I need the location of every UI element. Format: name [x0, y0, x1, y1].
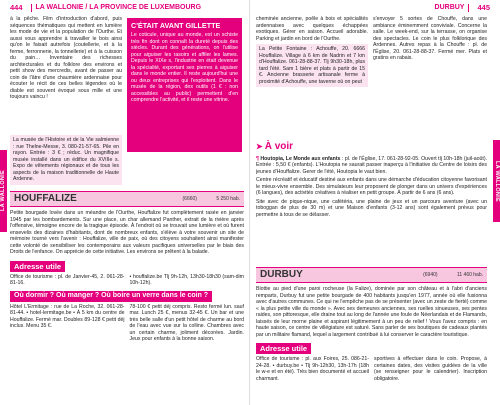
houffalize-banner: [10, 191, 244, 207]
intro-paragraph: à la pêche. Film d'introduction d'abord, puis séquences thématiques qui mettent en lumière les mode de vie et la population de l'Ourthe. Et aussi vous apprendre à travailler le bois ainsi qu'on le faisait autrefois (coutellerie, et à la ferme, ferronnerie, la tonnellerie) et à la cuisson du pain… Inventaire des richesses architecturales et du folklore des environs et petit show des mercredis, avant de passer au coin de l'âtre d'une chaumière ardennaise pour écouter le récit de ces belles légendes où le diable est souvent évoqué sous mille et une toujours vaincu !: [10, 16, 122, 100]
houffalize-title: HOUFFALIZE: [14, 192, 77, 204]
a-voir-heading: [256, 141, 487, 154]
dormir-manger-heading: Où dormir ? Où manger ? Où boire un verre dans le coin ?: [10, 291, 212, 302]
durbuy-adresse-heading: Adresse utile: [256, 343, 311, 354]
durbuy-section: [256, 264, 487, 404]
a-voir-section: [256, 138, 487, 263]
houtopia-text-2: Centre récréatif et éducatif destiné aux enfants dans une démarche d'éducation citoyenne favorisant le mieux-vivre ensemble. Des simulateurs leur proposent de plonger dans un univers d'expériences (6 langues), des activités créatives à réaliser en petit groupe. À partir de 6 ans (6 ans).: [256, 177, 487, 196]
a-voir-title: À voir: [264, 141, 294, 152]
durbuy-text: Blottie au pied d'une paroi rocheuse (la Falize), dominée par son château et à l'abri d'anciens remparts, Durbuy fut une petite bourgade de 400 habitants jusqu'en 1977, année où elle fusionna avec d'autres communes. Ce qui ne l'empêche pas de se présenter (avec un zeste de fierté) comme « la plus petite ville du monde ». Avec ses demeures anciennes, ses ruelles sinueuses, ses pentes raides, son pittoresque, elle draine tout au long de l'année une foule de Néerlandais et de Flamands, laissés de leur morne plaine et aspirant légitimement à un peu de relief ! Vous l'avez compris : en haute saison, ce centre de villégiature est saturé. Sans parler de ses boutiques de cadeaux plantés par un militaire flamand, lequel a largement contribué à lui conserver le caractère touristique.: [256, 286, 487, 338]
office-tourisme-hours: • houffalize.be Tlj 9h-12h, 13h30-18h30 (sam-dim 10h-12h).: [129, 273, 244, 287]
left-intro-column: [10, 16, 122, 134]
la-petite-fontaine-entry: La Petite Fontaine : Achouffe, 20. 6666 Houffalize. Village à 6 km de Nadrin et 7 km d'Houffalize. 061-28-88-37. Tlj 9h30-18h, plus tard l'été. Sam 1 bière et plats à partir de 15 €. Ancienne brasserie artisanale ferme à proximité d'Achouffe, une taverne où on peut: [256, 44, 368, 87]
info-box-title: C'ÉTAIT AVANT GILLETTE: [131, 21, 221, 30]
office-tourisme-text: Office de tourisme : pl. de Janvier-45, 2. 061-28-81-16.: [10, 273, 125, 287]
durbuy-office-text: Office de tourisme : pl. aux Foires, 25. 086-21-24-28. • durbuy.be • Tlj 9h-12h30, 13h-17h (18h le w-e et en été). Très bien documenté et accueil charmant.: [256, 356, 369, 382]
left-running-title: LA WALLONIE / LA PROVINCE DE LUXEMBOURG: [35, 3, 202, 11]
museum-entry: [10, 135, 122, 185]
info-box-text: Le coticule, unique au monde, est un schiste très fin dont on connaît la dureté depuis des siècles. Durant des générations, on l'utilise pour aiguiser les rasoirs et affiler les lames. Depuis le XIXe s, l'industrie en était devenue la spécialité, exportant ses pierres à aiguiser dans le monde entier. Il reste aujourd'hui une ou deux entreprises qui l'exploitent. Dans le musée de la région, des outils (1 € : non accessibles au public) permettent d'en comprendre l'activité, et il reste une vitrine.: [131, 32, 238, 103]
gutter: [249, 0, 250, 405]
adresse-utile-heading: Adresse utile: [10, 261, 65, 272]
right-page-header: [256, 2, 494, 14]
houffalize-meta: [165, 196, 240, 202]
right-col-a: [256, 16, 368, 138]
left-page-number: 444: [10, 3, 23, 13]
houffalize-population: 5 250 hab.: [216, 195, 240, 202]
restaurant-text: cheminée ancienne, poêle à bois et spécialités ardennaises avec quelques échappées exotiques. Gérer en saison. Accueil adorable. Parking et jardin en bord de l'Ourthe.: [256, 16, 368, 42]
durbuy-title: DURBUY: [260, 268, 303, 280]
houtopia-text-3: Site avec de pique-nique, une cafétéria, une plaine de jeux et un parcours aventure (avec un toboggan de plus de 30 m) et une Maison d'enfants (3-12 ans) sont également prévus pour permettre à tous de se délasser.: [256, 198, 487, 218]
right-col-b: [373, 16, 487, 138]
header-separator: [468, 4, 469, 12]
houffalize-text: Petite bourgade lovée dans un méandre de l'Ourthe, Houffalize fut complètement rasée en janvier 1945 par les bombardements. Sur une place, un char allemand Panther, extrait de la rivière après l'offensive, témoigne encore de la tragique épisode. À l'endroit où se trouvait une lumière et où furent ensevelis des dizaines d'habitants, dont de nombreux enfants, s'élève à votre souvenir un site de mémoire tourné vers l'avenir : Houffalize, ville de paix, où des citoyens souhaitent ainsi manifester cette volonté de sensibiliser les contemporains aux valeurs pacifiques universelles par le biais des Droits de l'enfance. On apprécie de cette initiative. Les environs se prêtent à la balade.: [10, 210, 244, 255]
left-side-tab: LA WALLONIE: [0, 150, 7, 232]
durbuy-banner: [256, 267, 487, 283]
houtopia-label: Houtopia, Le Monde aux enfants: [260, 155, 341, 162]
hotel-ermitage-text: Hôtel L'Ermitage : rue de La Roche, 32. 061-28-81-44. • hotel-lermitage.be • À 5 km du centre de Houffalize. Fermé mar. Doubles 89-128 € petit déj inclus. Menu 35 €.: [10, 303, 125, 330]
info-box: [127, 18, 242, 152]
left-page-header: [6, 2, 246, 14]
durbuy-population: 11 460 hab.: [456, 271, 483, 278]
durbuy-office-details: sportives à effectuer dans le coin. Propose, à certaines dates, des visites guidées de la ville (se renseigner pour le calendrier). Inscription obligatoire.: [374, 356, 487, 382]
highlight-icon: ¶: [256, 155, 259, 162]
houffalize-postcode: (6660): [182, 195, 197, 202]
arrow-icon: ➤: [256, 142, 263, 152]
dormir-columns: [10, 304, 244, 345]
right-running-title: DURBUY: [434, 3, 465, 11]
museum-text: La musée de l'Histoire et de la Vie salmienne : rue Thelne-Messe, 3. 080-21-57-65. Pile en rayon. Entrée : 3 € ; réduc. Un magnifique musée installé dans un édifice du XVIIIe s. Expo de vêtements régionaux et de tous les aspects de la maison traditionnelle de Haute Ardenne.: [13, 137, 119, 182]
durbuy-postcode: (6940): [423, 271, 438, 278]
right-page-number: 445: [477, 3, 490, 13]
houffalize-section: [10, 188, 244, 403]
adresse-utile-columns: [10, 274, 244, 289]
houtopia-entry: [256, 156, 487, 176]
durbuy-meta: [405, 272, 483, 278]
right-side-tab: LA WALLONIE: [493, 140, 500, 222]
hotel-ermitage-details: 78-100 € petit déj compris. Resto fermé lun. sauf mar. Lunch 25 €, menus 32-45 €. Un bar et une très belle salle d'un petit hôtel de charme au bord de l'eau avec vue sur la colline. Chambres avec un certain charme, joliment décorées. Jardin. Jeux pour enfants à la bonne saison.: [129, 303, 244, 343]
chouffe-text: s'envoyer 5 sortes de Chouffe, dans une ambiance éminemment conviviale. Concerne la salle. Le week-end, sur la terrasse, on organise des spectacles. Le coin le plus folklorique des Ardennes. Autres repas à la Chouffe : pl. de l'Église, 20. 061-28-88-37. Fermé mer. Plats et gratins en rabais.: [373, 16, 487, 61]
durbuy-adresse-columns: [256, 356, 487, 384]
header-separator: [31, 4, 32, 12]
houtopia-text: : pl. de l'Église, 17. 061-28-92-05. Ouvert tlj 10h-18h (juil-août). Entrée : 5,50 € (enfants). L'Houtopia ne saurait passer inaperçu à l'initiative du Centre de loisirs des jeunes d'Houffalize. Gerer de l'été, Houtopia le vaut bien.: [256, 155, 487, 175]
